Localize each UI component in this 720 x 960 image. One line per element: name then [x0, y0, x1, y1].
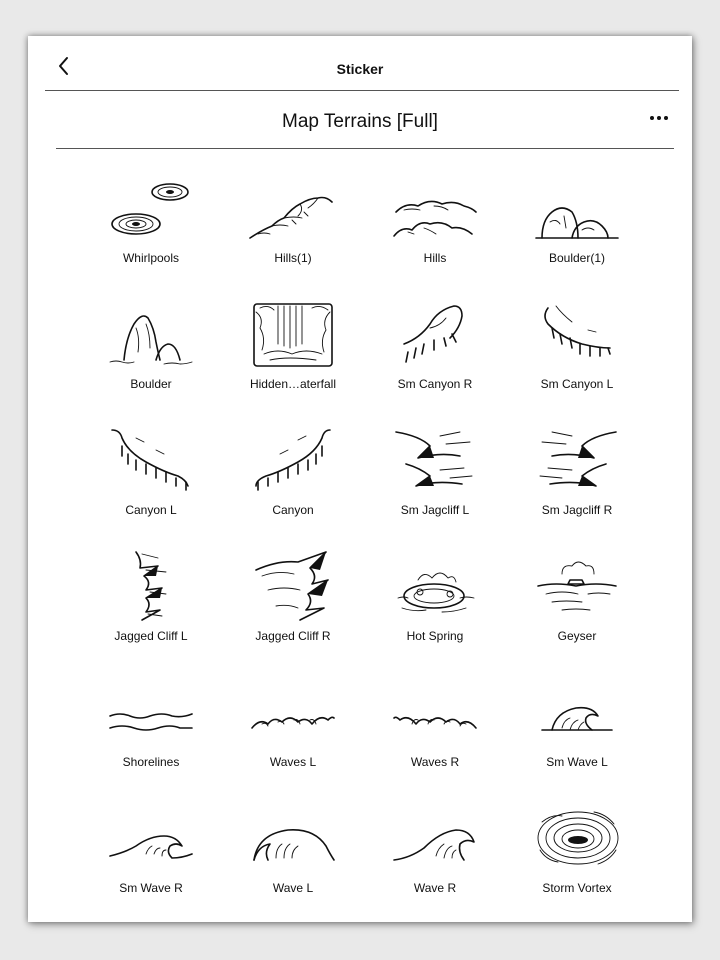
sticker-label: Jagged Cliff L — [114, 629, 188, 643]
header-divider — [45, 90, 679, 91]
sticker-sm-wave-r[interactable] — [80, 792, 222, 918]
sticker-label: Wave R — [413, 881, 457, 895]
sticker-hidden-waterfall[interactable] — [222, 288, 364, 414]
more-horizontal-icon — [648, 110, 672, 126]
title-divider — [56, 148, 674, 149]
waves-icon — [390, 676, 480, 748]
sticker-canyon-l[interactable] — [80, 414, 222, 540]
sticker-shorelines[interactable] — [80, 666, 222, 792]
wave-icon — [248, 802, 338, 874]
sticker-jagged-cliff-l[interactable] — [80, 540, 222, 666]
sticker-label: Sm Canyon R — [397, 377, 473, 391]
sticker-waves-l[interactable] — [222, 666, 364, 792]
sticker-jagged-cliff-r[interactable] — [222, 540, 364, 666]
sticker-label: Whirlpools — [122, 251, 179, 265]
sticker-label: Geyser — [557, 629, 597, 643]
sticker-geyser[interactable] — [506, 540, 648, 666]
sticker-label: Sm Jagcliff L — [400, 503, 470, 517]
hot-spring-icon — [390, 550, 480, 622]
top-bar — [28, 36, 692, 90]
geyser-icon — [532, 550, 622, 622]
canyon-icon — [248, 424, 338, 496]
sticker-label: Waves R — [410, 755, 460, 769]
sticker-label: Shorelines — [122, 755, 180, 769]
sticker-sm-canyon-l[interactable] — [506, 288, 648, 414]
wave-icon — [532, 676, 622, 748]
sticker-canyon[interactable] — [222, 414, 364, 540]
sticker-label: Canyon — [272, 503, 314, 517]
boulder-icon — [106, 298, 196, 370]
sticker-label: Hot Spring — [406, 629, 464, 643]
wave-icon — [390, 802, 480, 874]
sticker-label: Boulder — [130, 377, 172, 391]
sticker-label: Boulder(1) — [548, 251, 606, 265]
jagged-cliff-icon — [106, 550, 196, 622]
canyon-icon — [106, 424, 196, 496]
collection-title: Map Terrains [Full] — [282, 111, 438, 132]
sticker-label: Sm Jagcliff R — [541, 503, 613, 517]
storm-vortex-icon — [532, 802, 622, 874]
hills-icon — [248, 172, 338, 244]
sticker-label: Hills — [423, 251, 447, 265]
sticker-label: Sm Canyon L — [540, 377, 614, 391]
sticker-sm-jagcliff-r[interactable] — [506, 414, 648, 540]
sticker-label: Hills(1) — [274, 251, 312, 265]
sticker-hills-1[interactable] — [222, 162, 364, 288]
sticker-boulder[interactable] — [80, 288, 222, 414]
more-options-button[interactable] — [648, 110, 672, 126]
jagged-cliff-icon — [390, 424, 480, 496]
canyon-icon — [532, 298, 622, 370]
sticker-sm-jagcliff-l[interactable] — [364, 414, 506, 540]
sticker-label: Hidden…aterfall — [249, 377, 337, 391]
sticker-hills[interactable] — [364, 162, 506, 288]
sticker-boulder-1[interactable] — [506, 162, 648, 288]
app-title: Sticker — [336, 61, 384, 77]
sticker-waves-r[interactable] — [364, 666, 506, 792]
waves-icon — [248, 676, 338, 748]
sticker-storm-vortex[interactable] — [506, 792, 648, 918]
sticker-sm-wave-l[interactable] — [506, 666, 648, 792]
sticker-screen — [28, 36, 692, 922]
canyon-icon — [390, 298, 480, 370]
sticker-label: Sm Wave L — [546, 755, 608, 769]
boulder-icon — [532, 172, 622, 244]
sticker-hot-spring[interactable] — [364, 540, 506, 666]
sticker-label: Canyon L — [125, 503, 177, 517]
sticker-wave-r[interactable] — [364, 792, 506, 918]
sticker-label: Jagged Cliff R — [255, 629, 331, 643]
sticker-label: Sm Wave R — [119, 881, 183, 895]
wave-icon — [106, 802, 196, 874]
jagged-cliff-icon — [248, 550, 338, 622]
sticker-wave-l[interactable] — [222, 792, 364, 918]
whirlpools-icon — [106, 172, 196, 244]
shoreline-icon — [106, 676, 196, 748]
waterfall-icon — [248, 298, 338, 370]
sticker-sm-canyon-r[interactable] — [364, 288, 506, 414]
sticker-whirlpools[interactable] — [80, 162, 222, 288]
sticker-label: Wave L — [272, 881, 314, 895]
hills-icon — [390, 172, 480, 244]
jagged-cliff-icon — [532, 424, 622, 496]
sticker-label: Storm Vortex — [542, 881, 612, 895]
sticker-label: Waves L — [269, 755, 317, 769]
